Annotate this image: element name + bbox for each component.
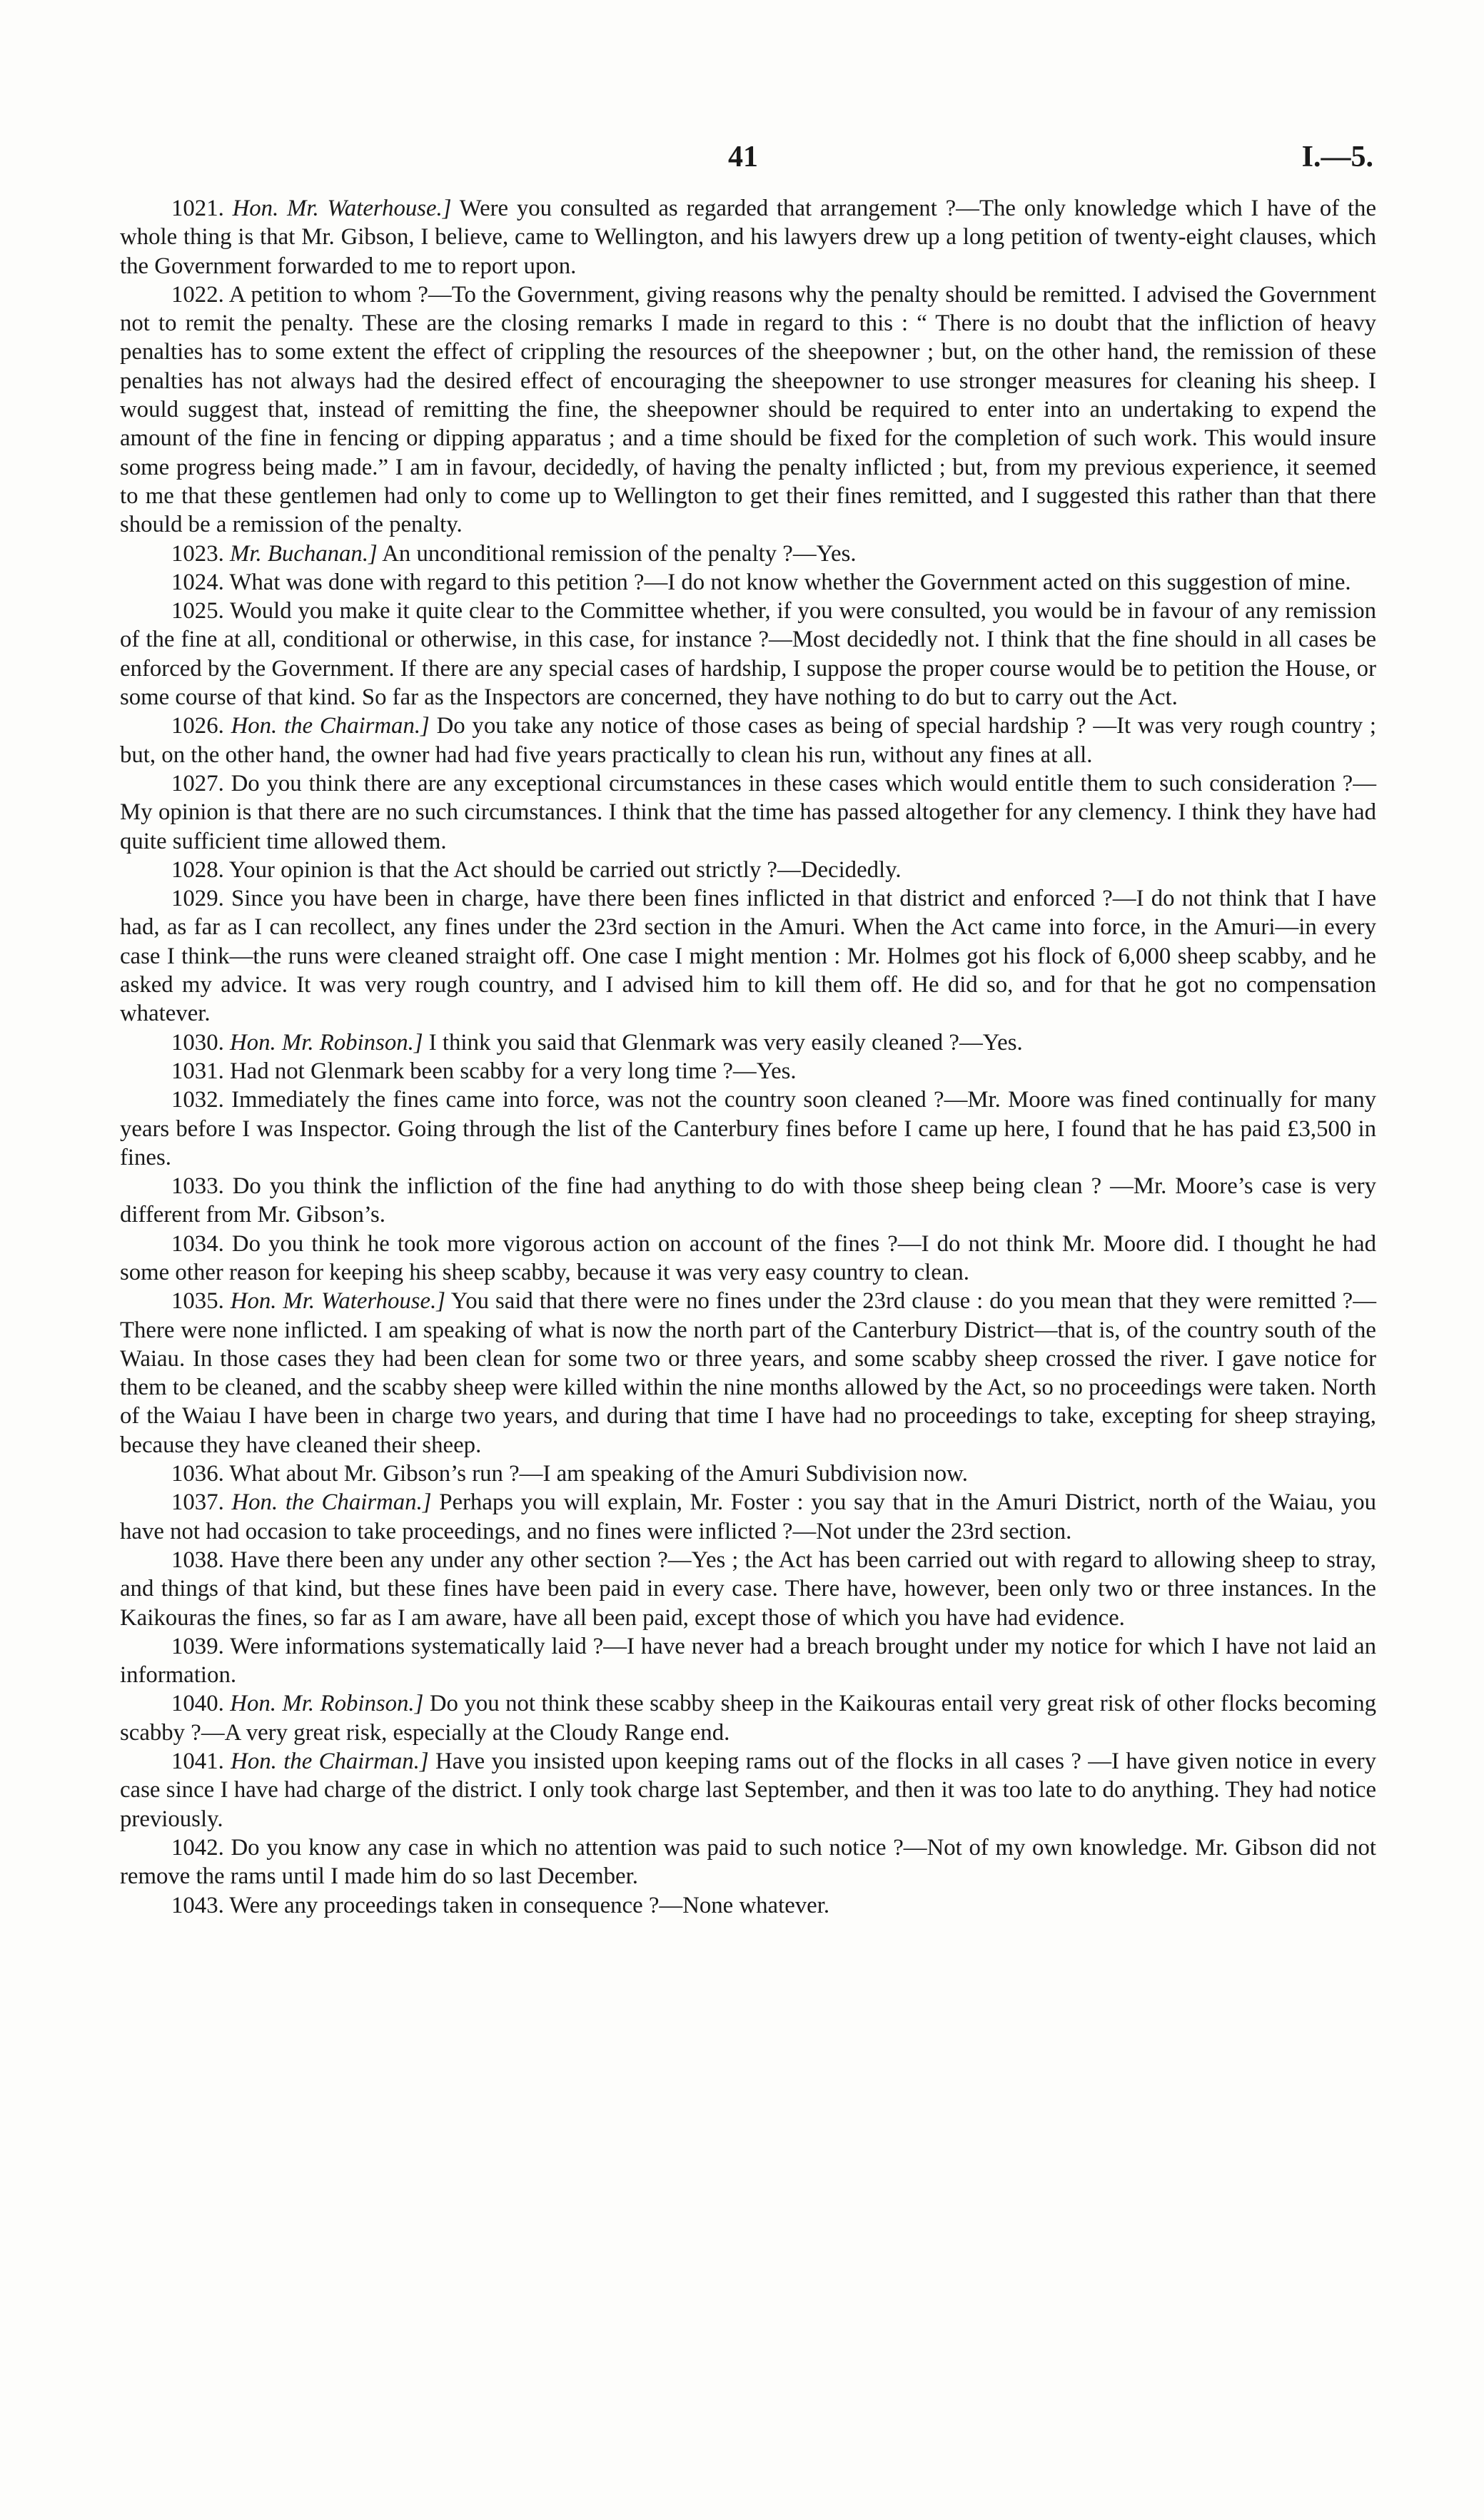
question-answer-text: I think you said that Glenmark was very easily cleaned ?—Yes. — [428, 1029, 1023, 1056]
question-paragraph — [120, 1488, 1376, 1546]
question-number: 1025. — [171, 598, 224, 624]
question-answer-text: Do you know any case in which no attention was paid to such notice ?—Not of my own knowledge. Mr. Gibson did not remove the rams until I made him do so last December. — [120, 1834, 1376, 1890]
question-number: 1026. — [171, 713, 224, 739]
question-number: 1028. — [171, 856, 224, 883]
question-paragraph — [120, 1891, 1376, 1920]
question-paragraph — [120, 1028, 1376, 1057]
speaker-name: Hon. the Chairman.] — [231, 1749, 429, 1775]
speaker-name: Mr. Buchanan.] — [230, 540, 378, 567]
question-paragraph — [120, 1747, 1376, 1833]
question-answer-text: Do you think he took more vigorous action on account of the fines ?—I do not think Mr. Moore did. I thought he had some other reason for keeping his sheep scabby, because it was very easy country to clean. — [120, 1230, 1376, 1285]
question-number: 1042. — [171, 1834, 224, 1861]
question-number: 1034. — [171, 1230, 224, 1257]
question-number: 1024. — [171, 569, 224, 595]
question-number: 1040. — [171, 1691, 224, 1717]
question-answer-text: Perhaps you will explain, Mr. Foster : you say that in the Amuri District, north of the Waiau, you have not had occasion to take proceedings, and no fines were inflicted ?—Not under the 23rd section. — [120, 1489, 1376, 1544]
evidence-text — [120, 194, 1376, 1920]
question-answer-text: A petition to whom ?—To the Government, giving reasons why the penalty should be remitted. I advised the Government not to remit the penalty. These are the closing remarks I made in regard to this : “ There is no doubt that the infliction of heavy penalties has to some extent the effect of crippling the resources of the sheepowner ; but, on the other hand, the remission of these penalties has not always had the desired effect of encouraging the sheepowner to use stronger measures for cleaning his sheep. I would suggest that, instead of remitting the fine, the sheepowner should be required to enter into an undertaking to expend the amount of the fine in fencing or dipping apparatus ; and a time should be fixed for the completion of such work. This would insure some progress being made.” I am in favour, decidedly, of having the penalty inflicted ; but, from my previous experience, it seemed to me that these gentlemen had only to come up to Wellington to get their fines remitted, and I suggested this rather than that there should be a remission of the penalty. — [120, 281, 1376, 538]
question-paragraph — [120, 769, 1376, 856]
question-paragraph — [120, 540, 1376, 568]
question-answer-text: You said that there were no fines under the 23rd clause : do you mean that they were remitted ?—There were none inflicted. I am speaking of what is now the north part of the Canterbury District—that is, of the country south of the Waiau. In those cases they had been clean for some two or three years, and some scabby sheep crossed the river. I gave notice for them to be cleaned, and the scabby sheep were killed within the nine months allowed by the Act, so no proceedings were taken. North of the Waiau I have been in charge two years, and during that time I have had no proceedings to take, excepting for sheep straying, because they have cleaned their sheep. — [120, 1288, 1376, 1458]
question-number: 1032. — [171, 1087, 224, 1113]
question-answer-text: Immediately the fines came into force, was not the country soon cleaned ?—Mr. Moore was fined continually for many years before I was Inspector. Going through the list of the Canterbury fines before I came up here, I found that he has paid £3,500 in fines. — [120, 1087, 1376, 1170]
question-paragraph — [120, 1632, 1376, 1690]
question-number: 1030. — [171, 1029, 224, 1056]
question-paragraph — [120, 712, 1376, 769]
question-paragraph — [120, 1172, 1376, 1230]
question-paragraph — [120, 856, 1376, 884]
question-paragraph — [120, 1833, 1376, 1891]
question-number: 1021. — [171, 196, 224, 221]
question-number: 1038. — [171, 1547, 224, 1573]
question-number: 1027. — [171, 770, 224, 796]
question-answer-text: What was done with regard to this petition ?—I do not know whether the Government acted on this suggestion of mine. — [229, 569, 1351, 595]
question-answer-text: Your opinion is that the Act should be carried out strictly ?—Decidedly. — [228, 856, 902, 883]
question-paragraph — [120, 568, 1376, 597]
page-number: 41 — [728, 141, 758, 173]
question-answer-text: What about Mr. Gibson’s run ?—I am speaking of the Amuri Subdivision now. — [229, 1461, 968, 1487]
question-answer-text: Do you think there are any exceptional circumstances in these cases which would entitle them to such consideration ?—My opinion is that there are no such circumstances. I think that the time has passed altogether for any clemency. I think they have had quite sufficient time allowed them. — [120, 770, 1376, 854]
speaker-name: Hon. the Chairman.] — [231, 1489, 432, 1516]
question-answer-text: Do you take any notice of those cases as being of special hardship ? —It was very rough country ; but, on the other hand, the owner had had five years practically to clean his run, without any fines at all. — [120, 713, 1377, 768]
question-answer-text: Do you not think these scabby sheep in the Kaikouras entail very great risk of other flocks becoming scabby ?—A very great risk, especially at the Cloudy Range end. — [120, 1691, 1376, 1746]
question-paragraph — [120, 194, 1376, 280]
question-number: 1039. — [171, 1633, 224, 1659]
question-answer-text: Were any proceedings taken in consequence ?—None whatever. — [229, 1892, 830, 1918]
question-paragraph — [120, 884, 1376, 1028]
speaker-name: Hon. the Chairman.] — [231, 713, 430, 739]
question-paragraph — [120, 1459, 1376, 1488]
question-paragraph — [120, 1689, 1376, 1747]
question-number: 1035. — [171, 1288, 224, 1315]
question-number: 1037. — [171, 1489, 224, 1516]
question-answer-text: Have there been any under any other section ?—Yes ; the Act has been carried out with regard to allowing sheep to stray, and things of that kind, but these fines have been paid in every case. There have, however, been only two or three instances. In the Kaikouras the fines, so far as I am aware, have all been paid, except those of which you have had evidence. — [120, 1547, 1376, 1631]
speaker-name: Hon. Mr. Waterhouse.] — [230, 1288, 446, 1315]
question-number: 1029. — [171, 886, 224, 912]
question-answer-text: An unconditional remission of the penalty ?—Yes. — [382, 540, 857, 567]
question-answer-text: Since you have been in charge, have there been fines inflicted in that district and enforced ?—I do not think that I have had, as far as I can recollect, any fines under the 23rd section in the Amuri. When the Act came into force, in the Amuri—in every case I think—the runs were cleaned straight off. One case I might mention : Mr. Holmes got his flock of 6,000 sheep scabby, and he asked my advice. It was very rough country, and I advised him to kill them off. He did so, and for that he got no compensation whatever. — [120, 886, 1377, 1027]
question-answer-text: Have you insisted upon keeping rams out of the flocks in all cases ? —I have given notice in every case since I have had charge of the district. I only took charge last September, and then it was too late to do anything. They had notice previously. — [120, 1749, 1377, 1832]
question-number: 1043. — [171, 1892, 224, 1918]
question-number: 1023. — [171, 540, 224, 567]
question-number: 1041. — [171, 1749, 224, 1775]
question-number: 1031. — [171, 1058, 224, 1084]
question-paragraph — [120, 1287, 1376, 1459]
question-paragraph — [120, 597, 1376, 712]
question-answer-text: Would you make it quite clear to the Committee whether, if you were consulted, you would be in favour of any remission of the fine at all, conditional or otherwise, in this case, for instance ?—Most decidedly not. I think that the fine should in all cases be enforced by the Government. If there are any special cases of hardship, I suppose the proper course would be to petition the House, or some course of that kind. So far as the Inspectors are concerned, they have nothing to do but to carry out the Act. — [120, 598, 1377, 711]
parliamentary-paper-reference: I.—5. — [1301, 141, 1373, 173]
question-paragraph — [120, 1057, 1376, 1086]
question-number: 1033. — [171, 1173, 224, 1200]
question-paragraph — [120, 1230, 1376, 1287]
question-answer-text: Do you think the infliction of the fine had anything to do with those sheep being clean ? —Mr. Moore’s case is very different from Mr. Gibson’s. — [120, 1173, 1377, 1228]
question-number: 1036. — [171, 1461, 224, 1487]
question-paragraph — [120, 1086, 1376, 1172]
question-paragraph — [120, 280, 1376, 540]
question-number: 1022. — [171, 281, 224, 308]
speaker-name: Hon. Mr. Robinson.] — [230, 1691, 424, 1717]
question-answer-text: Were you consulted as regarded that arrangement ?—The only knowledge which I have of the whole thing is that Mr. Gibson, I believe, came to Wellington, and his lawyers drew up a long petition of twenty-eight clauses, which the Government forwarded to me to report upon. — [120, 196, 1377, 279]
question-paragraph — [120, 1546, 1376, 1632]
question-answer-text: Were informations systematically laid ?—I have never had a breach brought under my notice for which I have not laid an information. — [120, 1633, 1376, 1689]
speaker-name: Hon. Mr. Waterhouse.] — [232, 196, 452, 221]
speaker-name: Hon. Mr. Robinson.] — [230, 1029, 423, 1056]
question-answer-text: Had not Glenmark been scabby for a very long time ?—Yes. — [230, 1058, 797, 1084]
